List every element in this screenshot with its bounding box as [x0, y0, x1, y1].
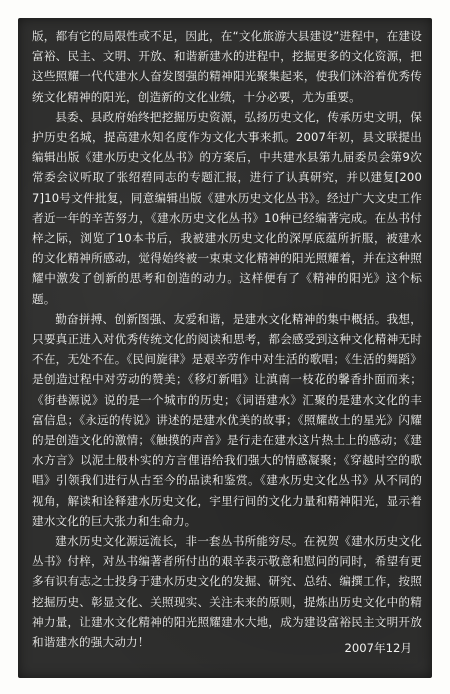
paragraph-2: 县委、县政府始终把挖掘历史资源，弘扬历史文化，传承历史文明，保护历史名城，提高建水知名度作为文化大事来抓。2007年初，县文联提出编辑出版《建水历史文化丛书》的方案后，中共建水县第九届委员会第9次常委会议听取了张绍碧同志的专题汇报，进行了认真研究，并以建复[2007]10号文件批复，同意编辑出版《建水历史文化丛书》。经过广大文史工作者近一年的辛苦努力，《建水历史文化丛书》10种已经编著完成。在丛书付梓之际，浏览了10本书后，我被建水历史文化的深厚底蕴所折服，被建水的文化精神所感动，觉得始终被一束束文化精神的阳光照耀着，并在这种照耀中激发了创新的思考和创造的动力。这样便有了《精神的阳光》这个标题。: [32, 109, 422, 306]
dark-text-panel: [18, 18, 432, 678]
paragraph-1: 版，都有它的局限性或不足，因此，在“文化旅游大县建设”进程中，在建设富裕、民主、文明、开放、和谐新建水的进程中，挖掘更多的文化资源，把这些照耀一代代建水人奋发图强的精神阳光聚集起来，使我们沐浴着优秀传统文化精神的阳光，创造新的文化业绩，十分必要，尤为重要。: [32, 29, 422, 104]
paragraph-4: 建水历史文化源远流长，非一套丛书所能穷尽。在祝贺《建水历史文化丛书》付梓，对丛书编著者所付出的艰辛表示敬意和慰问的同时，希望有更多有识有志之士投身于建水历史文化的发掘、研究、总结、编撰工作，按照挖掘历史、彰显文化、关照现实、关注未来的原则，提炼出历史文化中的精神力量，让建水文化精神的阳光照耀建水大地，成为建设富裕民主文明开放和谐建水的强大动力！: [32, 534, 422, 650]
date-signature: 2007年12月: [344, 641, 412, 655]
body-text: [32, 26, 422, 652]
paragraph-3: 勤奋拼搏、创新图强、友爱和谐，是建水文化精神的集中概括。我想，只要真正进入对优秀传统文化的阅读和思考，都会感受到这种文化精神无时不在，无处不在。《民间旋律》是艰辛劳作中对生活的歌唱；《生活的舞蹈》是创造过程中对劳动的赞美；《移灯新唱》让滇南一枝花的馨香扑面而来；《街巷源说》说的是一个城市的历史；《词语建水》汇聚的是建水文化的丰富信息；《永远的传说》讲述的是建水优美的故事；《照耀故土的星光》闪耀的是创造文化的激情；《触摸的声音》是行走在建水这片热土上的感动；《建水方言》以泥土般朴实的方言俚语给我们强大的情感凝聚；《穿越时空的歌唱》引领我们进行从古至今的品读和鉴赏。《建水历史文化丛书》从不同的视角，解读和诠释建水历史文化，宇里行间的文化力量和精神阳光，显示着建水文化的巨大张力和生命力。: [32, 311, 422, 528]
